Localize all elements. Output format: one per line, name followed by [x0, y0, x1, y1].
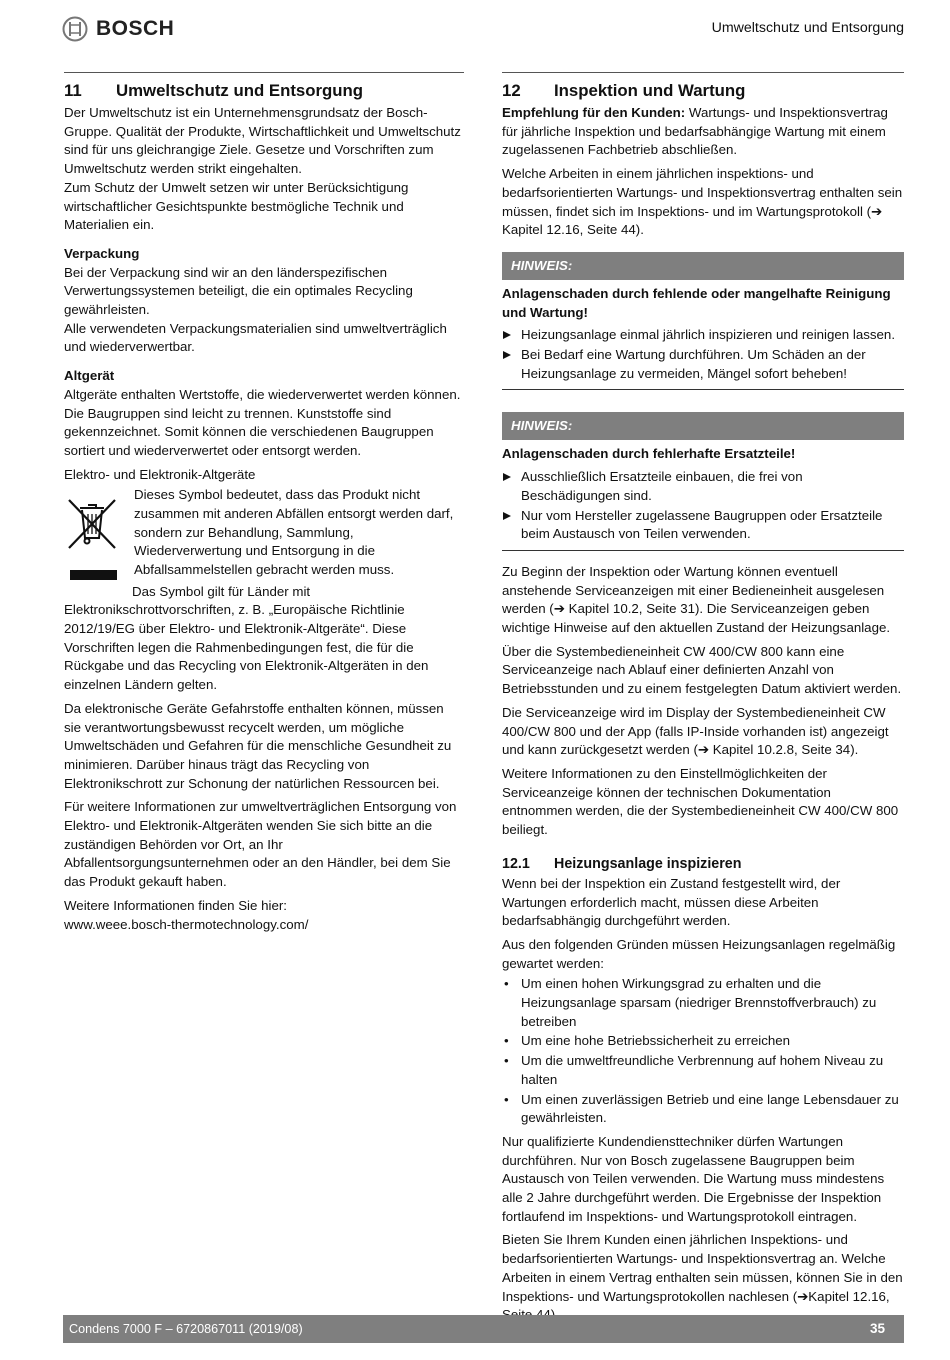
- page-footer: [63, 1315, 904, 1343]
- notice-list: [502, 468, 904, 544]
- weee-bar: [70, 570, 117, 580]
- section-12-1-heading: [502, 854, 904, 874]
- weee-label: Elektro- und Elektronik-Altgeräte: [64, 466, 256, 482]
- packaging-paragraph: Alle verwendeten Verpackungsmaterialien sind umweltverträglich und wiederverwertbar.: [64, 320, 447, 355]
- page-header-title: Umweltschutz und Entsorgung: [711, 20, 904, 36]
- weee-url-link[interactable]: www.weee.bosch-thermotechnology.com/: [64, 916, 309, 932]
- service-paragraph: Die Serviceanzeige wird im Display der Systembedieneinheit CW 400/CW 800 und der App (falls IP-Inside vorhanden ist) angezeigt und kann zurückgesetzt werden (➔ Kapitel 10.2.8, Seite 34).: [502, 704, 889, 758]
- section-12-heading: [502, 80, 904, 102]
- recommendation-paragraph: [502, 104, 904, 160]
- subsection-title: Heizungsanlage inspizieren: [554, 855, 742, 872]
- inspection-paragraph: Nur qualifizierte Kundendiensttechniker dürfen Wartungen durchführen. Nur von Bosch zugelassene Baugruppen beim Austausch von Teilen verwenden. Die Wartung muss mindestens alle 2 Jahre durchgeführt werden. Die Ergebnisse der Inspektion fortlaufend im Inspektions- und Wartungsprotokoll eintragen.: [502, 1133, 885, 1224]
- section-number: 11: [64, 81, 82, 100]
- service-paragraph: Zu Beginn der Inspektion oder Wartung können eventuell anstehende Serviceanzeigen mit einer Bedieneinheit ausgelesen werden (➔ Kapitel 10.2, Seite 31). Die Serviceanzeigen geben wichtige Hinweise auf den aktuellen Zustand der Heizungsanlage.: [502, 563, 891, 636]
- service-paragraph: Über die Systembedieneinheit CW 400/CW 800 kann eine Serviceanzeige nach Ablauf einer definierten Anzahl von Betriebsstunden und zu einem festgelegten Datum aktiviert werden.: [502, 643, 902, 697]
- right-column: [502, 72, 904, 1330]
- subsection-number: 12.1: [502, 855, 530, 872]
- bosch-logo: [62, 16, 174, 42]
- notice-label: HINWEIS:: [502, 412, 904, 440]
- disposal-paragraph: Für weitere Informationen zur umweltverträglichen Entsorgung von Elektro- und Elektronik-Altgeräten wenden Sie sich bitte an die zuständigen Behörden vor Ort, an Ihr Abfallentsorgungsunternehmen oder an den Händler, bei dem Sie das Produkt gekauft haben.: [64, 799, 457, 890]
- weee-paragraph: Dieses Symbol bedeutet, dass das Produkt nicht zusammen mit anderen Abfällen entsorgt werden darf, sondern zur Behandlung, Sammlung, Wiederverwertung und Entsorgung in die Abfallsammelstellen gebracht werden muss.: [134, 487, 454, 578]
- crossed-out-wheelie-bin-icon: [66, 496, 118, 550]
- notice-item: Nur vom Hersteller zugelassene Baugruppen oder Ersatzteile beim Austausch von Teilen verwenden.: [502, 507, 904, 544]
- intro-paragraph: Zum Schutz der Umwelt setzen wir unter Berücksichtigung wirtschaftlicher Gesichtspunkte bestmögliche Technik und Materialien ein.: [64, 179, 409, 233]
- notice-item: Ausschließlich Ersatzteile einbauen, die frei von Beschädigungen sind.: [502, 468, 904, 505]
- list-item: • Um die umweltfreundliche Verbrennung auf hohem Niveau zu halten: [502, 1052, 904, 1089]
- more-info-label: Weitere Informationen finden Sie hier:: [64, 897, 287, 913]
- reasons-list: [502, 975, 904, 1128]
- notice-label: HINWEIS:: [502, 252, 904, 280]
- notice-item: Heizungsanlage einmal jährlich inspizieren und reinigen lassen.: [502, 326, 904, 345]
- section-11-heading: [64, 80, 464, 102]
- old-device-heading: Altgerät: [64, 368, 115, 384]
- notice-item: Bei Bedarf eine Wartung durchführen. Um Schäden an der Heizungsanlage zu vermeiden, Mängel sofort beheben!: [502, 346, 904, 383]
- section-title: Umweltschutz und Entsorgung: [116, 81, 364, 100]
- inspection-paragraph: Aus den folgenden Gründen müssen Heizungsanlagen regelmäßig gewartet werden:: [502, 936, 896, 971]
- packaging-paragraph: Bei der Verpackung sind wir an den länderspezifischen Verwertungssystemen beteiligt, die ein optimales Recycling gewährleisten.: [64, 264, 413, 318]
- weee-directive-text: Das Symbol gilt für Länder mit Elektronikschrottvorschriften, z. B. „Europäische Richtlinie 2012/19/EG über Elektro- und Elektronik-Altgeräte“. Diese Vorschriften legen die Rahmenbedingungen fest, die für die Rückgabe und das Recycling von Elektronik-Altgeräten in den einzelnen Ländern gelten.: [64, 583, 429, 693]
- left-column: [64, 72, 464, 939]
- work-paragraph: Welche Arbeiten in einem jährlichen inspektions- und bedarfsorientierten Wartungs- und Inspektionsvertrag enthalten sein müssen, findet sich im Inspektions- und im Wartungsprotokoll (➔ Kapitel 12.16, Seite 44).: [502, 166, 903, 238]
- document-reference: Condens 7000 F – 6720867011 (2019/08): [69, 1322, 303, 1336]
- list-item: • Um einen zuverlässigen Betrieb und eine lange Lebensdauer zu gewährleisten.: [502, 1091, 904, 1128]
- notice-box-cleaning: [502, 252, 904, 391]
- intro-paragraph: Der Umweltschutz ist ein Unternehmensgrundsatz der Bosch-Gruppe. Qualität der Produkte, Wirtschaftlichkeit und Umweltschutz sind für uns gleichrangige Ziele. Gesetze und Vorschriften zum Umweltschutz werden strikt eingehalten.: [64, 105, 461, 177]
- brand-name: BOSCH: [96, 17, 175, 40]
- hazard-paragraph: Da elektronische Geräte Gefahrstoffe enthalten können, müssen sie verantwortungsbewusst recycelt werden, um mögliche Umweltschäden und Gefahren für die menschliche Gesundheit zu minimieren. Darüber hinaus trägt das Recycling von Elektronikschrott zur Schonung der natürlichen Ressourcen bei.: [64, 700, 452, 791]
- page-number: 35: [869, 1321, 885, 1336]
- section-title: Inspektion und Wartung: [554, 81, 746, 100]
- recommendation-text: Wartungs- und Inspektionsvertrag für jährliche Inspektion und bedarfsabhängige Wartung mit einem zugelassenen Fachbetrieb abschließen.: [502, 105, 888, 158]
- list-item: • Um eine hohe Betriebssicherheit zu erreichen: [502, 1032, 904, 1051]
- inspection-paragraph: Wenn bei der Inspektion ein Zustand festgestellt wird, der Wartungen erforderlich macht, müssen diese Arbeiten bedarfsabhängig durchgeführt werden.: [502, 875, 841, 929]
- bosch-armature-icon: [62, 16, 88, 42]
- notice-title: Anlagenschaden durch fehlerhafte Ersatzteile!: [502, 446, 796, 462]
- inspection-paragraph: Bieten Sie Ihrem Kunden einen jährlichen Inspektions- und bedarfsorientierten Wartungs- und Inspektionsvertrag an. Welche Arbeiten in einem Vertrag enthalten sein müssen, können Sie in den Inspektions- und Wartungsprotokollen nachlesen (➔Kapitel 12.16,: [502, 1232, 903, 1304]
- notice-box-spare-parts: [502, 412, 904, 551]
- notice-title: Anlagenschaden durch fehlende oder mangelhafte Reinigung und Wartung!: [502, 285, 891, 320]
- old-device-paragraph: Altgeräte enthalten Wertstoffe, die wiederverwertet werden können. Die Baugruppen sind leicht zu trennen. Kunststoffe sind gekennzeichnet. Somit können die verschiedenen Baugruppen sortiert und wiederverwertet oder entsorgt werden.: [64, 386, 461, 458]
- list-item: • Um einen hohen Wirkungsgrad zu erhalten und die Heizungsanlage sparsam (niedriger Brennstoffverbrauch) zu betreiben: [502, 975, 904, 1031]
- notice-list: [502, 326, 904, 383]
- recommendation-label: Empfehlung für den Kunden:: [502, 105, 686, 120]
- service-paragraph: Weitere Informationen zu den Einstellmöglichkeiten der Serviceanzeige können der technischen Dokumentation entnommen werden, die der Systembedieneinheit CW 400/CW 800 beiliegt.: [502, 765, 899, 838]
- section-number: 12: [502, 81, 521, 100]
- packaging-heading: Verpackung: [64, 245, 140, 261]
